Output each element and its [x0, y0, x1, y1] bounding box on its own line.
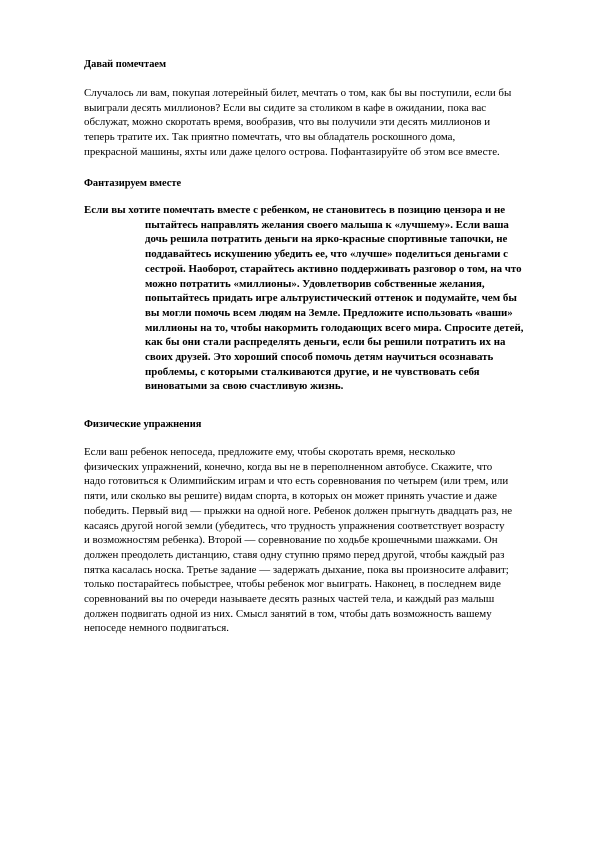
text-line: вы могли помочь всем людям на Земле. Предложите использовать «ваши» [145, 306, 513, 319]
text-line: победить. Первый вид — прыжки на одной ноге. Ребенок должен прыгнуть двадцать раз, не [84, 504, 513, 517]
text-line: пытайтесь направлять желания своего малыша к «лучшему». Если ваша [145, 218, 509, 231]
section-heading-exercises: Физические упражнения [84, 419, 202, 430]
text-line: как бы они стали распределять деньги, если бы решили потратить их на [145, 336, 506, 349]
text-line: и возможностям ребенка). Второй — соревнование по ходьбе крошечными шажками. Он [84, 534, 498, 547]
text-line: только постарайтесь побыстрее, чтобы ребенок мог выиграть. Наконец, в последнем виде [84, 578, 501, 591]
text-line: своих друзей. Это хороший способ помочь детям научиться осознавать [145, 351, 494, 364]
text-line: виноватыми за свою счастливую жизнь. [145, 380, 344, 393]
paragraph-dream [84, 86, 543, 160]
text-line: дочь решила потратить деньги на ярко-красные спортивные тапочки, не [145, 233, 508, 246]
text-line: попытайтесь придать игре альтруистический оттенок и подумайте, чем бы [145, 292, 517, 305]
text-line: прекрасной машины, яхты или даже целого острова. Пофантазируйте об этом все вместе. [84, 145, 500, 158]
text-line: поддавайтесь искушению убедить ее, что «лучше» поделиться деньгами с [145, 248, 508, 261]
text-line: пятка касалась носка. Третье задание — задержать дыхание, пока вы произносите алфавит; [84, 563, 509, 576]
text-line: сестрой. Наоборот, старайтесь активно поддерживать разговор о том, на что [145, 262, 522, 275]
text-line: миллионы на то, чтобы накормить голодающих всего мира. Спросите детей, [145, 321, 524, 334]
text-line: физических упражнений, конечно, когда вы не в переполненном автобусе. Скажите, что [84, 460, 493, 473]
text-line: Если вы хотите помечтать вместе с ребенком, не становитесь в позицию цензора и не [84, 204, 506, 216]
paragraph-fantasize [84, 203, 548, 394]
text-line: непоседе немного подвигаться. [84, 622, 229, 635]
section-heading-dream: Давай помечтаем [84, 59, 167, 70]
text-line: можно потратить «миллионы». Удовлетворив собственные желания, [145, 277, 485, 290]
text-line: проблемы, с которыми сталкиваются другие, и не чувствовать себя [145, 365, 480, 378]
text-line: должен преодолеть дистанцию, ставя одну ступню прямо перед другой, чтобы каждый раз [84, 548, 505, 561]
text-line: Если ваш ребенок непоседа, предложите ему, чтобы скоротать время, несколько [84, 446, 456, 458]
text-line: должен подвигать одной из них. Смысл занятий в том, чтобы дать возможность вашему [84, 607, 492, 620]
paragraph-exercises [84, 445, 543, 636]
text-line: Случалось ли вам, покупая лотерейный билет, мечтать о том, как бы вы поступили, если бы [84, 87, 512, 99]
text-line: пяти, или сколько вы решите) видам спорта, в которых он может принять участие и даже [84, 490, 497, 503]
text-line: надо готовиться к Олимпийским играм и что есть соревнования по четырем (или трем, или [84, 475, 509, 488]
text-line: обслужат, можно скоротать время, вообразив, что вы получили эти десять миллионов и [84, 116, 491, 129]
section-heading-fantasize: Фантазируем вместе [84, 178, 182, 189]
text-line: касаясь другой ногой земли (убедитесь, что трудность упражнения соответствует возрасту [84, 519, 505, 532]
text-line: теперь тратите их. Так приятно помечтать, что вы обладатель роскошного дома, [84, 131, 456, 144]
text-line: соревнований вы по очереди называете десять разных частей тела, и каждый раз малыш [84, 593, 495, 606]
text-line: выиграли десять миллионов? Если вы сидите за столиком в кафе в ожидании, пока вас [84, 101, 487, 114]
